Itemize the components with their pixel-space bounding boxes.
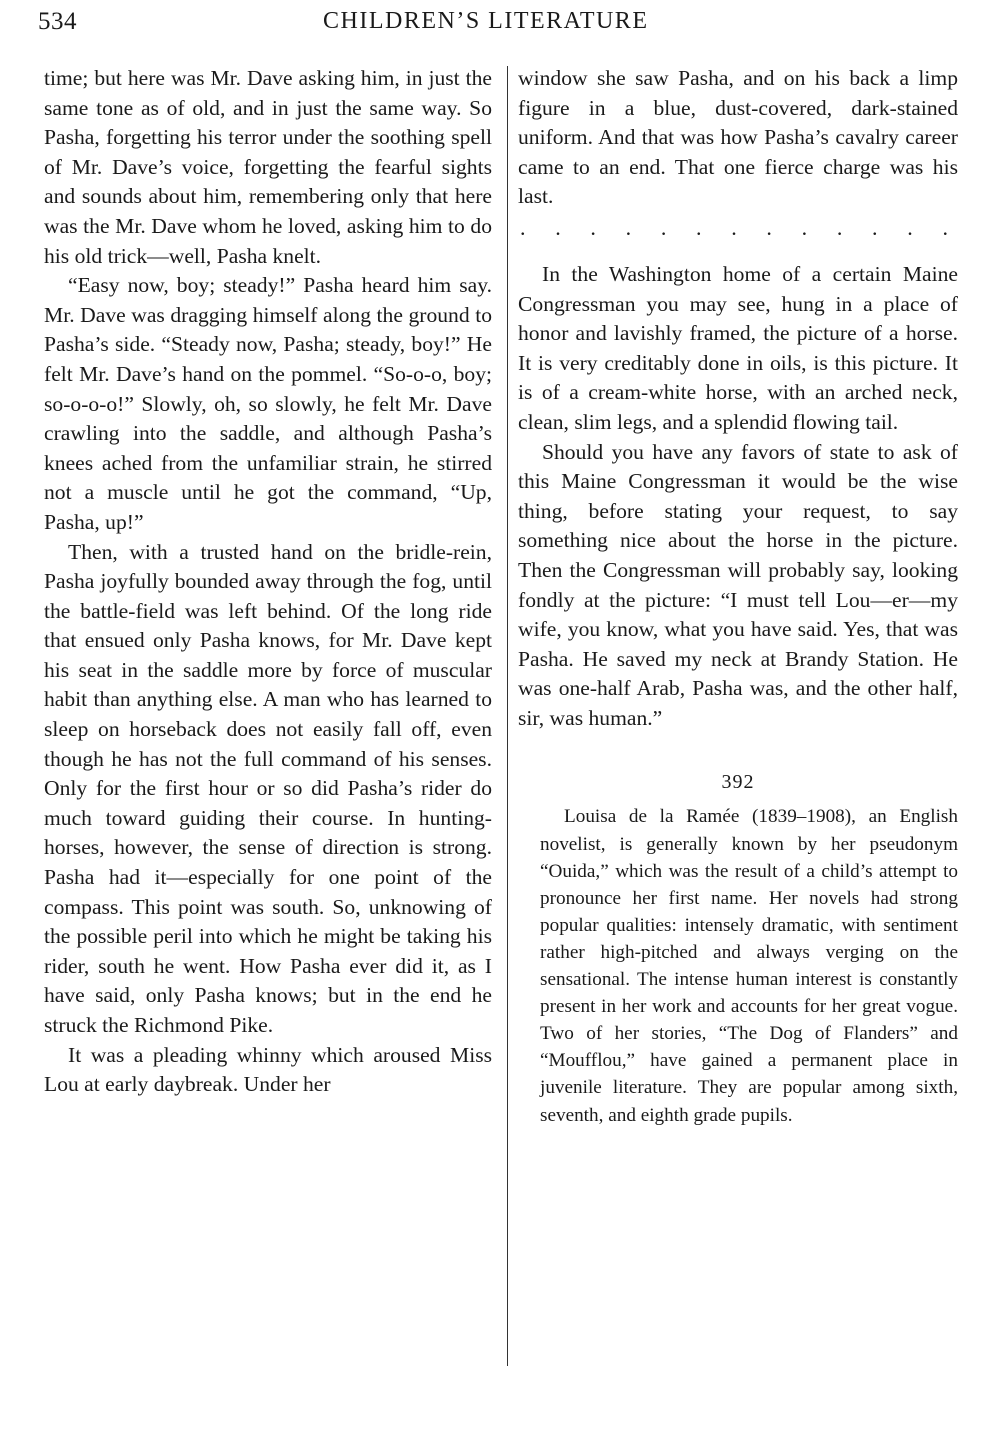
column-divider [507,66,508,1366]
break-dot: . [836,214,843,240]
selection-number: 392 [721,771,755,794]
right-column [518,64,958,1129]
break-dot: . [907,214,913,240]
break-dot: . [590,214,596,240]
running-head: CHILDREN’S LITERATURE [323,8,649,34]
author-note: Louisa de la Ramée (1839–1908), an English novelist, is generally known by her pseudonym “Ouida,” which was the result of a child’s attempt to pronounce her first name. Her novels had strong popular qualities: intensely dramatic, with sentiment rather high-pitched and always verging on the sensational. The intense human interest is constantly present in her work and accounts for her great vogue. Two of her stories, “The Dog of Flanders” and “Moufflou,” have gained a permanent place in juvenile literature. They are popular among sixth, seventh, and eighth grade pupils. [540,806,958,1126]
break-dot: . [766,214,772,240]
paragraph: It was a pleading whinny which aroused Miss Lou at early daybreak. Under her [44,1042,492,1097]
break-dot: . [801,214,808,240]
break-dot: . [872,214,878,240]
break-dot: . [731,214,737,240]
break-dot: . [625,214,632,240]
break-dot: . [520,214,526,240]
page-header [38,8,963,48]
paragraph: window she saw Pasha, and on his back a limp figure in a blue, dust-covered, dark-stained uniform. And that was how Pasha’s cavalry career came to an end. That one fierce charge was his last. [518,66,958,209]
break-dot: . [660,214,667,240]
paragraph: In the Washington home of a certain Maine Congressman you may see, hung in a place of honor and lavishly framed, the picture of a horse. It is very creditably done in oils, is this picture. It is of a cream-white horse, with an arched neck, clean, slim legs, and a splendid flowing tail. [518,261,958,434]
paragraph: “Easy now, boy; steady!” Pasha heard him say. Mr. Dave was dragging himself along the ground to Pasha’s side. “Steady now, Pasha; steady, boy!” He felt Mr. Dave’s hand on the pommel. “So-o-o, boy; so-o-o-o!” Slowly, oh, so slowly, he felt Mr. Dave crawling into the saddle, and although Pasha’s knees ached from the unfamiliar strain, he stirred not a muscle until he got the command, “Up, Pasha, up!” [44,273,492,534]
section-break [520,214,958,242]
break-dot: . [942,214,948,240]
paragraph: time; but here was Mr. Dave asking him, in just the same tone as of old, and in just the same way. So Pasha, forgetting his terror under the soothing spell of Mr. Dave’s voice, forgetting the fearful sights and sounds about him, remembering only that here was the Mr. Dave whom he loved, asking him to do his old trick—well, Pasha knelt. [44,66,492,268]
left-column [44,64,492,1100]
page-number: 534 [38,8,77,35]
break-dot: . [555,214,561,240]
paragraph: Should you have any favors of state to ask of this Maine Congressman it would be the wise thing, before stating your request, to say something nice about the horse in the picture. Then the Congressman will probably say, looking fondly at the picture: “I must tell Lou—er—my wife, you know, what you have said. Yes, that was Pasha. He saved my neck at Brandy Station. He was one-half Arab, Pasha was, and the other half, sir, was human.” [518,439,958,730]
break-dot: . [696,214,702,240]
paragraph: Then, with a trusted hand on the bridle-rein, Pasha joyfully bounded away through the fog, until the battle-field was left behind. Of the long ride that ensued only Pasha knows, for Mr. Dave kept his seat in the saddle more by force of muscular habit than anything else. A man who has learned to sleep on horseback does not easily fall off, even though he has not the full command of his senses. Only for the first hour or so did Pasha’s rider do much toward guiding their course. In hunting-horses, however, the sense of direction is strong. Pasha had it—especially for one point of the compass. This point was south. So, unknowing of the possible peril into which he might be taking his rider, south he went. How Pasha ever did it, as I have said, only Pasha knows; but in the end he struck the Richmond Pike. [44,539,492,1037]
